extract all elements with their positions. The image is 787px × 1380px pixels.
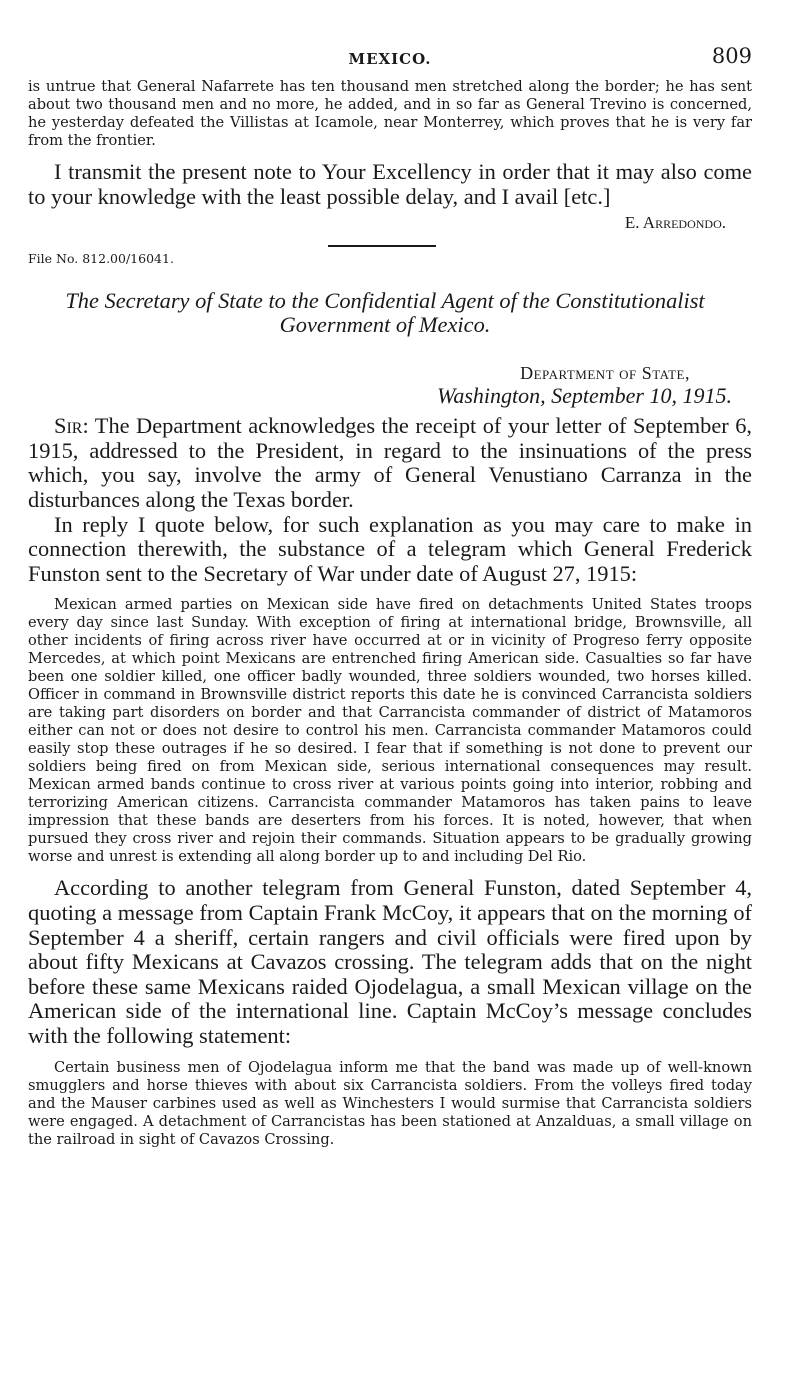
dateline-place-date: Washington, September 10, 1915. bbox=[437, 383, 732, 409]
page-header bbox=[28, 44, 752, 78]
quoted-telegram-1: Mexican armed parties on Mexican side have fired on detachments United States troops every day since last Sunday. With exception of firing at international bridge, Brownsville, all other incidents of firing across river have occurred at or in vicinity of Progreso ferry opposite Mercedes, at which point Mexicans are entrenched firing American side. Casualties so far have been one soldier killed, one officer badly wounded, three soldiers wounded, two horses killed. Officer in command in Brownsville district reports this date he is convinced Carrancista soldiers are taking part disorders on border and that Carrancista commander of district of Matamoros either can not or does not desire to control his men. Carrancista commander Matamoros could easily stop these outrages if he so desired. I fear that if something is not done to prevent our soldiers being fired on from Mexican side, serious international consequences may result. Mexican armed bands continue to cross river at various points going into interior, robbing and terrorizing American citizens. Carrancista commander Matamoros has taken pains to leave impression that these bands are deserters from his forces. It is noted, however, that when pursued they cross river and rejoin their commands. Situation appears to be gradually growing worse and unrest is extending all along border up to and including Del Rio. bbox=[28, 596, 752, 866]
quoted-message-2: Certain business men of Ojodelagua inform me that the band was made up of well-known smugglers and horse thieves with about six Carrancista soldiers. From the volleys fired today and the Mauser carbines used as well as Winchesters I would surmise that Carrancista soldiers were engaged. A detachment of Carrancistas has been stationed at Anzalduas, a small village on the railroad in sight of Cavazos Crossing. bbox=[28, 1058, 752, 1148]
document-page bbox=[28, 44, 752, 1149]
page-number: 809 bbox=[711, 44, 752, 68]
file-number: File No. 812.00/16041. bbox=[28, 251, 174, 267]
body-paragraph-1-text: The Department acknowledges the receipt of your letter of September 6, 1915, addressed to the President, in regard to the insinuations of the press which, you say, involve the army of General Venustiano Carranza in the disturbances along the Texas border. bbox=[28, 413, 752, 512]
salutation: Sir: bbox=[54, 413, 89, 439]
dateline-department: Department of State, bbox=[520, 363, 690, 384]
transmit-paragraph: I transmit the present note to Your Excellency in order that it may also come to your knowledge with the least possible delay, and I avail [etc.] bbox=[28, 159, 752, 209]
body-paragraph-1 bbox=[28, 414, 752, 512]
body-paragraph-3: According to another telegram from General Funston, dated September 4, quoting a message from Captain Frank McCoy, it appears that on the morning of September 4 a sheriff, certain rangers and civil officials were fired upon by about fifty Mexicans at Cavazos crossing. The telegram adds that on the night before these same Mexicans raided Ojodelagua, a small Mexican village on the American side of the international line. Captain McCoy’s message concludes with the following statement: bbox=[28, 875, 752, 1048]
continuation-paragraph: is untrue that General Nafarrete has ten thousand men stretched along the border; he has sent about two thousand men and no more, he added, and in so far as General Trevino is concerned, he yesterday defeated the Villistas at Icamole, near Monterrey, which proves that he is very far from the frontier. bbox=[28, 78, 752, 149]
signature: E. Arredondo. bbox=[624, 213, 726, 233]
document-heading: The Secretary of State to the Confidential Agent of the Constitutionalist Government of Mexico. bbox=[65, 288, 705, 338]
section-divider bbox=[328, 245, 436, 247]
running-head: MEXICO. bbox=[348, 50, 432, 68]
file-row bbox=[28, 243, 752, 269]
dateline bbox=[28, 363, 732, 408]
body-paragraph-2: In reply I quote below, for such explanation as you may care to make in connection therewith, the substance of a telegram which General Frederick Funston sent to the Secretary of War under date of August 27, 1915: bbox=[28, 511, 752, 586]
